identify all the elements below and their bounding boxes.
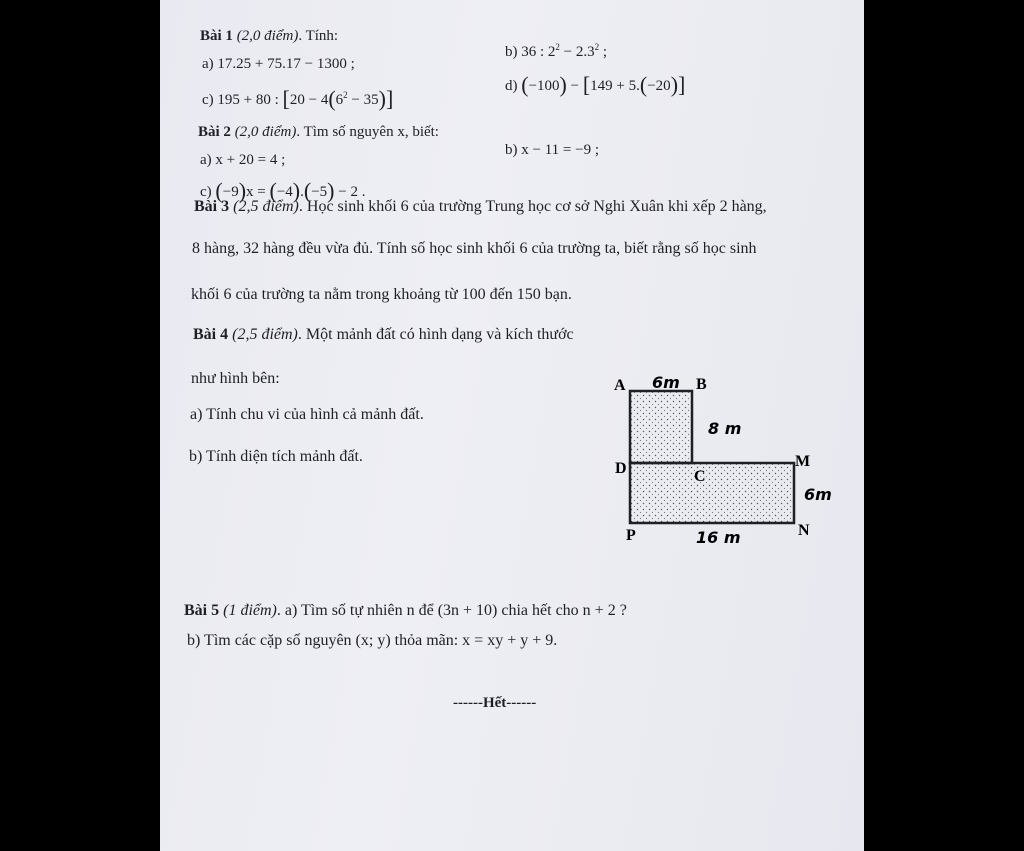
bai1-b-exp2: 2 xyxy=(594,42,600,52)
land-figure xyxy=(612,370,852,550)
bai2-c-dot: . xyxy=(300,184,304,200)
figure-label-a: A xyxy=(614,377,626,394)
bai1-b-mid: − 2.3 xyxy=(559,44,595,60)
bai1-a-expr: 17.25 + 75.17 − 1300 ; xyxy=(217,56,355,72)
bai2-c-t2: −4 xyxy=(276,184,293,200)
bai1-d-t2: −20 xyxy=(647,78,671,94)
bai1-d-p4: ) xyxy=(670,72,679,97)
bai2-c-p5: ( xyxy=(303,178,312,203)
bai2-a xyxy=(200,152,285,169)
figure-rect-abcd xyxy=(630,391,692,463)
bai4-title: Bài 4 xyxy=(193,326,229,343)
bai1-c xyxy=(202,86,393,112)
bai4-line2: như hình bên: xyxy=(191,370,280,387)
bai1-b-post: ; xyxy=(599,44,608,60)
figure-dim-bc: 8 m xyxy=(708,419,742,438)
figure-label-c: C xyxy=(694,468,706,485)
bai2-c-p3: ( xyxy=(269,178,277,203)
bai2-c-t3: −5 xyxy=(311,184,328,200)
bai4-a: a) Tính chu vi của hình cả mảnh đất. xyxy=(190,406,424,423)
bai2-b xyxy=(505,142,599,159)
bai1-d-label: d) xyxy=(505,78,518,94)
bai2-heading xyxy=(198,124,439,141)
bai1-d-t1: −100 xyxy=(528,78,560,94)
figure-dim-pn: 16 m xyxy=(696,528,741,547)
bai5-b: b) Tìm các cặp số nguyên (x; y) thỏa mãn: x = xy + y + 9. xyxy=(187,632,558,649)
bai3-line3: khối 6 của trường ta nằm trong khoảng từ 100 đến 150 bạn. xyxy=(191,286,572,303)
bai2-c-p2: ) xyxy=(238,178,247,203)
figure-label-p: P xyxy=(626,527,636,544)
bai1-c-exp: 2 xyxy=(343,90,348,100)
figure-dim-ab: 6m xyxy=(652,373,680,392)
bai2-c-mid1: x = xyxy=(246,184,270,200)
bai4-points: (2,5 điểm) xyxy=(232,326,298,343)
bai1-c-paren-open: ( xyxy=(328,86,336,111)
bai1-c-in1: 20 − 4 xyxy=(289,92,329,108)
bai3-points: (2,5 điểm) xyxy=(233,198,299,215)
bai2-points: (2,0 điểm) xyxy=(234,124,297,140)
bai1-a xyxy=(202,56,355,73)
bai1-b xyxy=(505,42,607,61)
bai1-d-open: [ xyxy=(582,72,591,97)
bai1-a-label: a) xyxy=(202,56,214,72)
figure-label-b: B xyxy=(696,376,707,393)
bai1-d-minus: − xyxy=(566,78,583,94)
bai2-c-p6: ) xyxy=(327,178,335,203)
bai1-d-p1: ( xyxy=(521,72,529,97)
bai2-c-p4: ) xyxy=(292,178,301,203)
bai1-c-six: 6 xyxy=(335,92,344,108)
bai3-text1: . Học sinh khối 6 của trường Trung học cơ sở Nghi Xuân khi xếp 2 hàng, xyxy=(298,198,767,215)
bai3-line1 xyxy=(194,198,767,216)
bai2-a-label: a) xyxy=(200,152,212,168)
bai1-points: (2,0 điểm) xyxy=(236,28,299,44)
bai5-a: . a) Tìm số tự nhiên n để (3n + 10) chia hết cho n + 2 ? xyxy=(276,602,627,619)
figure-label-n: N xyxy=(798,522,810,539)
bai1-b-label: b) xyxy=(505,44,518,60)
exam-paper xyxy=(160,0,864,851)
bai5-title: Bài 5 xyxy=(184,602,220,619)
bai4-text1: . Một mảnh đất có hình dạng và kích thước xyxy=(297,326,574,343)
bai1-d-p3: ( xyxy=(639,72,648,97)
bai1-b-pre: 36 : 2 xyxy=(521,44,556,60)
bai2-c-label: c) xyxy=(200,184,212,200)
bai2-b-label: b) xyxy=(505,142,518,158)
bai1-b-exp1: 2 xyxy=(555,42,560,52)
figure-rect-dmnp xyxy=(630,463,794,523)
bai2-c-end: − 2 . xyxy=(334,184,366,200)
figure-dim-mn: 6m xyxy=(804,485,832,504)
bai5-line1 xyxy=(184,602,627,620)
bai5-points: (1 điểm) xyxy=(223,602,277,619)
bai3-line2: 8 hàng, 32 hàng đều vừa đủ. Tính số học sinh khối 6 của trường ta, biết rằng số học sinh xyxy=(192,240,757,257)
bai2-c-p1: ( xyxy=(215,178,223,203)
bai2-b-expr: x − 11 = −9 ; xyxy=(521,142,599,158)
bai1-c-paren-close: ) xyxy=(378,86,386,111)
bai2-c-t1: −9 xyxy=(222,184,239,200)
end-marker: ------Hết------ xyxy=(453,695,537,711)
bai1-c-in2: − 35 xyxy=(347,92,379,108)
bai2-title: Bài 2 xyxy=(198,124,231,140)
bai1-d-p2: ) xyxy=(559,72,567,97)
bai1-d-close: ] xyxy=(678,72,686,97)
figure-label-d: D xyxy=(615,460,627,477)
bai1-c-open: [ xyxy=(282,86,290,111)
bai1-title: Bài 1 xyxy=(200,28,233,44)
figure-label-m: M xyxy=(795,453,811,470)
bai2-a-expr: x + 20 = 4 ; xyxy=(215,152,286,168)
bai1-heading xyxy=(200,28,338,45)
bai1-c-pre: 195 + 80 : xyxy=(217,92,283,108)
bai1-c-close: ] xyxy=(385,86,394,111)
bai1-d xyxy=(505,72,685,98)
bai1-d-in: 149 + 5. xyxy=(590,78,640,94)
bai2-task: . Tìm số nguyên x, biết: xyxy=(296,124,439,140)
bai3-title: Bài 3 xyxy=(194,198,230,215)
bai1-task: . Tính: xyxy=(298,28,339,44)
bai4-line1 xyxy=(193,326,574,344)
bai4-b: b) Tính diện tích mảnh đất. xyxy=(189,448,363,465)
bai1-c-label: c) xyxy=(202,92,214,108)
